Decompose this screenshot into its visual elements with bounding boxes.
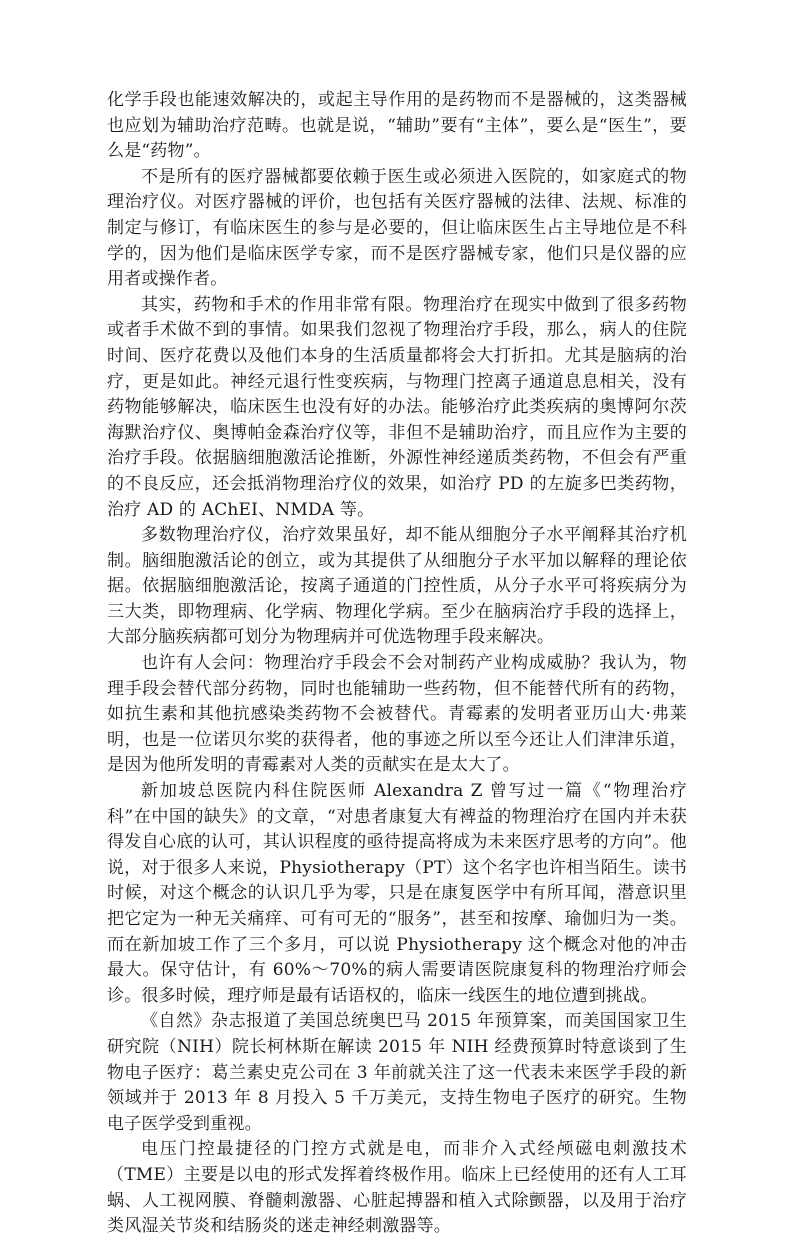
paragraph-4: 多数物理治疗仪，治疗效果虽好，却不能从细胞分子水平阐释其治疗机制。脑细胞激活论的创立，或为其提供了从细胞分子水平加以解释的理论依据。依据脑细胞激活论，按离子通道的门控性质，从分子水平可将疾病分为三大类，即物理病、化学病、物理化学病。至少在脑病治疗手段的选择上，大部分脑疾病都可划分为物理病并可优选物理手段来解决。 bbox=[107, 525, 687, 648]
paragraph-3: 其实，药物和手术的作用非常有限。物理治疗在现实中做到了很多药物或者手术做不到的事情。如果我们忽视了物理治疗手段，那么，病人的住院时间、医疗花费以及他们本身的生活质量都将会大打折扣。尤其是脑病的治疗，更是如此。神经元退行性变疾病，与物理门控离子通道息息相关，没有药物能够解决，临床医生也没有好的办法。能够治疗此类疾病的奥博阿尔茨海默治疗仪、奥博帕金森治疗仪等，非但不是辅助治疗，而且应作为主要的治疗手段。依据脑细胞激活论推断，外源性神经递质类药物，不但会有严重的不良反应，还会抵消物理治疗仪的效果，如治疗 PD 的左旋多巴类药物，治疗 AD 的 AChEI、NMDA 等。 bbox=[107, 294, 687, 520]
paragraph-7: 《自然》杂志报道了美国总统奥巴马 2015 年预算案，而美国国家卫生研究院（NIH）院长柯林斯在解读 2015 年 NIH 经费预算时特意谈到了生物电子医疗：葛兰素史克公司在 3 年前就关注了这一代表未来医学手段的新领域并于 2013 年 8 月投入 5 千万美元，支持生物电子医疗的研究。生物电子医学受到重视。 bbox=[107, 1011, 687, 1134]
paragraph-6: 新加坡总医院内科住院医师 Alexandra Z 曾写过一篇《“物理治疗科”在中国的缺失》的文章，“对患者康复大有裨益的物理治疗在国内并未获得发自心底的认可，其认识程度的亟待提高将成为未来医疗思考的方向”。他说，对于很多人来说，Physiotherapy（PT）这个名字也许相当陌生。读书时候，对这个概念的认识几乎为零，只是在康复医学中有所耳闻，潜意识里把它定为一种无关痛痒、可有可无的“服务”，甚至和按摩、瑜伽归为一类。而在新加坡工作了三个多月，可以说 Physiotherapy 这个概念对他的冲击最大。保守估计，有 60%～70%的病人需要请医院康复科的物理治疗师会诊。很多时候，理疗师是最有话语权的，临床一线医生的地位遭到挑战。 bbox=[107, 781, 687, 1006]
paragraph-1: 化学手段也能速效解决的，或起主导作用的是药物而不是器械的，这类器械也应划为辅助治疗范畴。也就是说，“辅助”要有“主体”，要么是“医生”，要么是“药物”。 bbox=[107, 90, 687, 162]
paragraph-5: 也许有人会问：物理治疗手段会不会对制药产业构成威胁？我认为，物理手段会替代部分药物，同时也能辅助一些药物，但不能替代所有的药物，如抗生素和其他抗感染类药物不会被替代。青霉素的发明者亚历山大·弗莱明，也是一位诺贝尔奖的获得者，他的事迹之所以至今还让人们津津乐道，是因为他所发明的青霉素对人类的贡献实在是太大了。 bbox=[107, 653, 687, 776]
paragraph-2: 不是所有的医疗器械都要依赖于医生或必须进入医院的，如家庭式的物理治疗仪。对医疗器械的评价，也包括有关医疗器械的法律、法规、标准的制定与修订，有临床医生的参与是必要的，但让临床医生占主导地位是不科学的，因为他们是临床医学专家，而不是医疗器械专家，他们只是仪器的应用者或操作者。 bbox=[107, 166, 687, 290]
document-body bbox=[107, 88, 687, 1240]
paragraph-8: 电压门控最捷径的门控方式就是电，而非介入式经颅磁电刺激技术（TME）主要是以电的形式发挥着终极作用。临床上已经使用的还有人工耳蜗、人工视网膜、脊髓刺激器、心脏起搏器和植入式除颤器，以及用于治疗类风湿关节炎和结肠炎的迷走神经刺激器等。 bbox=[107, 1139, 687, 1237]
